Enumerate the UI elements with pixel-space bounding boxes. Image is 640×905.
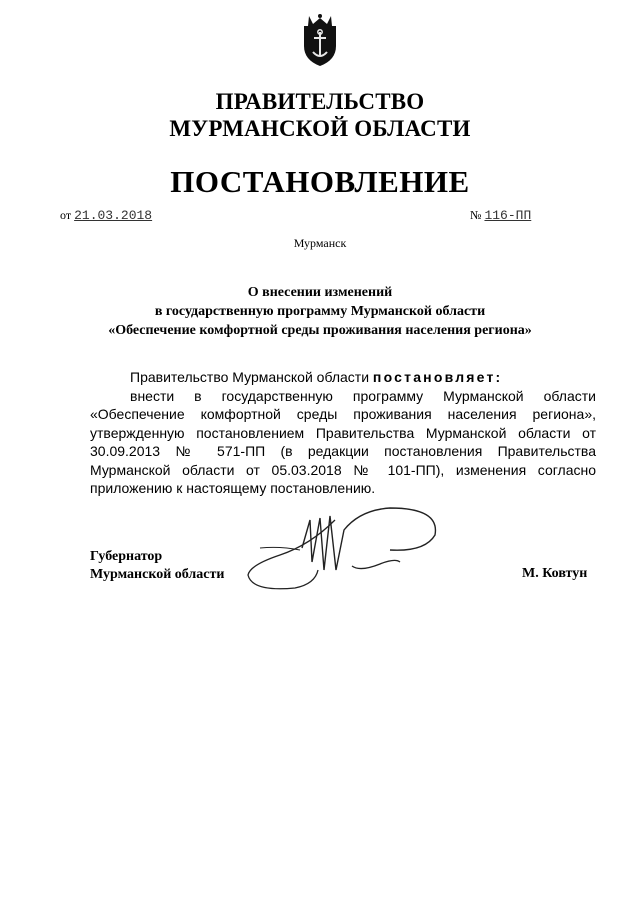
decision-paragraph: внести в государственную программу Мурманской области «Обеспечение комфортной среды проживания населения региона», утвержденную постановлением Правительства Мурманской области от 30.09.2013 № 571-ПП (в редакции постановления Правительства Мурманской области от 05.03.2018 № 101-ПП), изменения согласно приложению к настоящему постановлению. <box>90 387 596 496</box>
number-prefix: № <box>470 208 482 222</box>
org-line-2: МУРМАНСКОЙ ОБЛАСТИ <box>169 116 471 141</box>
position-line-1: Губернатор <box>90 549 163 564</box>
date-prefix: от <box>60 208 72 222</box>
coat-of-arms-icon <box>300 12 340 68</box>
title-line-2: в государственную программу Мурманской области <box>154 304 486 319</box>
decree-word: постановляет: <box>372 369 503 385</box>
intro-paragraph <box>90 368 596 387</box>
title-line-1: О внесении изменений <box>247 285 393 300</box>
position-line-2: Мурманской области <box>90 567 225 582</box>
city: Мурманск <box>293 236 347 250</box>
intro-text: Правительство Мурманской области <box>130 369 373 385</box>
handwritten-signature <box>240 500 450 605</box>
signatory-position <box>90 548 224 584</box>
document-date <box>60 208 164 223</box>
document-body <box>90 368 596 498</box>
document-title <box>0 283 640 340</box>
document-type: ПОСТАНОВЛЕНИЕ <box>170 164 470 199</box>
date-value: 21.03.2018 <box>74 208 153 223</box>
org-line-1: ПРАВИТЕЛЬСТВО <box>215 89 425 114</box>
signatory-name: М. Ковтун <box>522 566 588 581</box>
title-line-3: «Обеспечение комфортной среды проживания населения региона» <box>108 323 532 338</box>
organization-name <box>0 88 640 142</box>
number-value: 116-ПП <box>484 208 532 223</box>
document-number <box>470 208 575 223</box>
